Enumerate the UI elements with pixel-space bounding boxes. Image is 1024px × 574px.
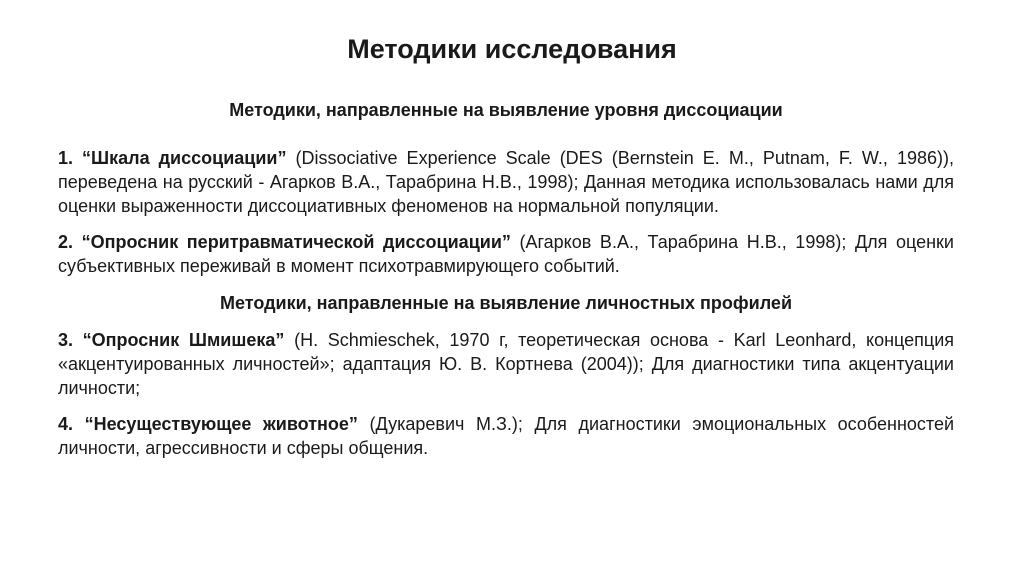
method-number: 3.	[58, 330, 74, 350]
method-item-4	[58, 412, 954, 460]
method-item-3	[58, 328, 954, 400]
method-name: “Шкала диссоциации”	[82, 148, 287, 168]
method-number: 4.	[58, 414, 74, 434]
method-item-1	[58, 146, 954, 218]
slide-title: Методики исследования	[347, 34, 677, 64]
slide-content	[58, 98, 954, 460]
section-heading-dissociation: Методики, направленные на выявление уровня диссоциации	[229, 100, 783, 120]
method-description: (H. Schmieschek, 1970 г, теоретическая основа - Karl Leonhard, концепция «акцентуированных личностей»; адаптация Ю. В. Кортнева (2004)); Для диагностики типа акцентуации личности;	[58, 330, 954, 398]
method-description: (Dissociative Experience Scale (DES (Bernstein E. M., Putnam, F. W., 1986)), переведена на русский - Агарков В.А., Тарабрина Н.В., 1998); Данная методика использовалась нами для оценки выраженности диссоциативных феноменов на нормальной популяции.	[58, 148, 954, 216]
method-number: 1.	[58, 148, 74, 168]
method-name: “Несуществующее животное”	[84, 414, 358, 434]
method-name: “Опросник Шмишека”	[82, 330, 285, 350]
method-description: (Агарков В.А., Тарабрина Н.В., 1998); Для оценки субъективных переживай в момент психотравмирующего событий.	[58, 232, 954, 276]
method-description: (Дукаревич М.З.); Для диагностики эмоциональных особенностей личности, агрессивности и сферы общения.	[58, 414, 955, 458]
section-heading-personality: Методики, направленные на выявление личностных профилей	[219, 293, 793, 313]
method-name: “Опросник перитравматической диссоциации”	[81, 232, 511, 252]
method-item-2	[58, 230, 954, 278]
method-number: 2.	[58, 232, 74, 252]
